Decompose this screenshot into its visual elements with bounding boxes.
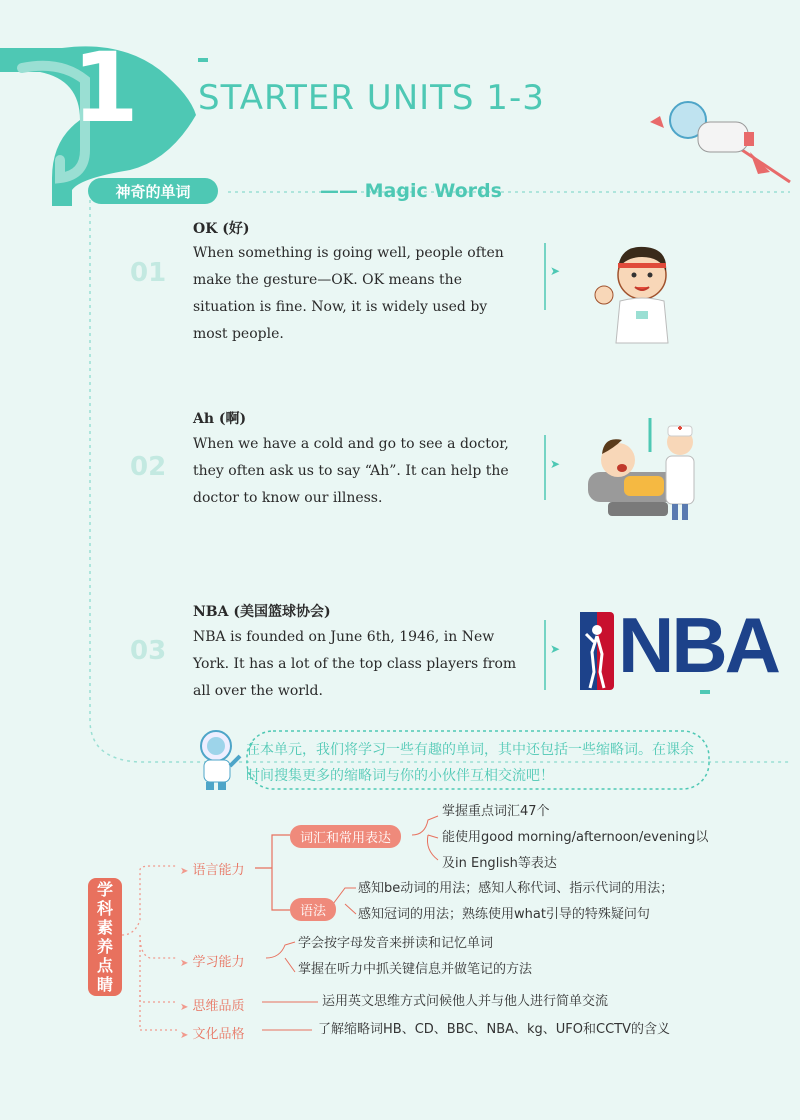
word-number: 01 [130, 258, 167, 288]
arrow-icon: ➤ [180, 866, 189, 877]
page-title: STARTER UNITS 1-3 [198, 78, 545, 118]
word-description: When something is going well, people often make the gesture—OK. OK means the situation is fine. Now, it is widely used by most people. [193, 245, 504, 342]
word-title: Ah (啊) [193, 411, 247, 427]
grammar-line: 感知冠词的用法；熟练使用what引导的特殊疑问句 [358, 907, 650, 922]
vocab-line: 能使用good morning/afternoon/evening以 [442, 830, 709, 845]
badge-char: 睛 [96, 975, 113, 994]
arrow-icon: ➤ [180, 958, 189, 969]
badge-char: 学 [96, 880, 113, 899]
category-thinking [180, 995, 245, 1014]
word-number: 03 [130, 636, 167, 666]
category-learning [180, 951, 245, 970]
learning-line: 掌握在听力中抓关键信息并做笔记的方法 [298, 962, 533, 977]
grammar-line: 感知be动词的用法；感知人称代词、指示代词的用法； [358, 881, 674, 896]
arrow-icon: ➤ [550, 264, 561, 278]
badge-char: 素 [96, 918, 113, 937]
vocab-pill: 词汇和常用表达 [290, 825, 401, 848]
word-description: When we have a cold and go to see a doctor, they often ask us to say “Ah”. It can help the doctor to know our illness. [193, 436, 509, 506]
category-label: 思维品质 [192, 999, 245, 1014]
astronaut-icon [194, 728, 242, 790]
category-label: 学习能力 [192, 955, 245, 970]
word-number: 02 [130, 452, 167, 482]
unit-tip: 在本单元，我们将学习一些有趣的单词，其中还包括一些缩略词。在课余时间搜集更多的缩略词与你的小伙伴互相交流吧！ [246, 742, 694, 784]
arrow-icon: ➤ [180, 1030, 189, 1041]
section-subtitle: —— Magic Words [320, 180, 502, 202]
category-label: 语言能力 [192, 863, 245, 878]
section-badge: 神奇的单词 [88, 178, 218, 204]
nba-logo-text: NBA [618, 601, 778, 689]
word-title: NBA (美国篮球协会) [193, 604, 331, 620]
category-label: 文化品格 [192, 1027, 245, 1042]
grammar-pill: 语法 [290, 898, 336, 921]
vocab-line: 掌握重点词汇47个 [442, 804, 550, 819]
astronaut-rocket-icon [640, 92, 800, 192]
word-description: NBA is founded on June 6th, 1946, in New York. It has a lot of the top class players from all over the world. [193, 629, 517, 699]
arrow-icon: ➤ [550, 457, 561, 471]
doctor-patient-icon [578, 412, 708, 527]
thinking-text: 运用英文思维方式问候他人并与他人进行简单交流 [322, 994, 609, 1009]
boy-ok-gesture-icon [590, 235, 690, 345]
nba-logo-icon [580, 601, 778, 690]
learning-line: 学会按字母发音来拼读和记忆单词 [298, 936, 494, 951]
badge-char: 科 [96, 899, 113, 918]
competency-badge [88, 878, 122, 996]
badge-char: 养 [96, 937, 113, 956]
unit-number: 1 [72, 32, 139, 144]
culture-text: 了解缩略词HB、CD、BBC、NBA、kg、UFO和CCTV的含义 [318, 1022, 670, 1037]
vocab-line: 及in English等表达 [442, 856, 557, 871]
arrow-icon: ➤ [550, 642, 561, 656]
category-language [180, 859, 245, 878]
arrow-icon: ➤ [180, 1002, 189, 1013]
word-title: OK (好) [193, 221, 250, 237]
badge-char: 点 [96, 956, 113, 975]
category-culture [180, 1023, 245, 1042]
